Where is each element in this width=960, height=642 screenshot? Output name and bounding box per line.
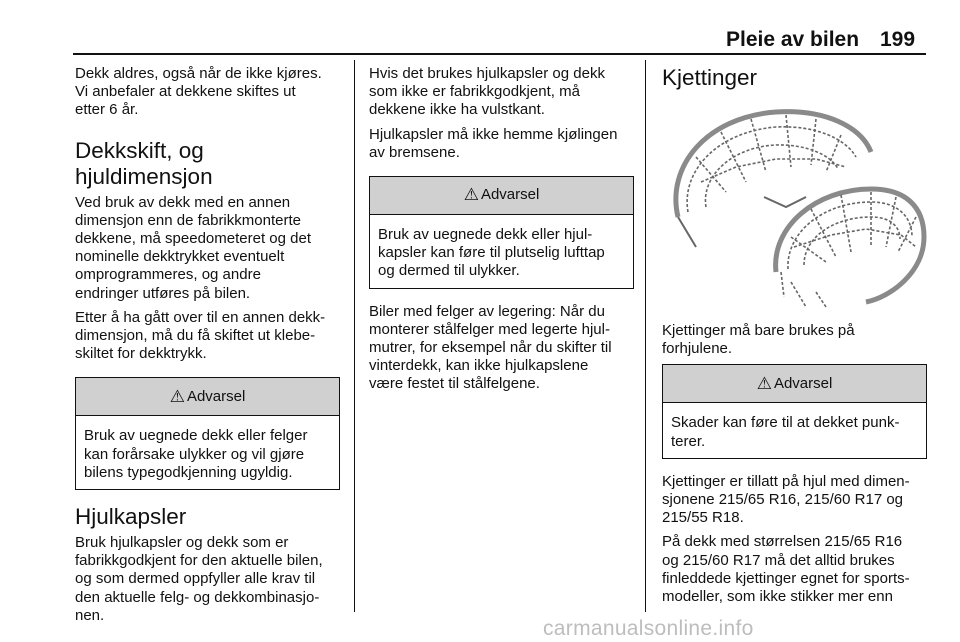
column-3	[662, 65, 927, 612]
snow-chains-illustration	[666, 97, 928, 312]
warning-text: Skader kan føre til at dekket punk- terer.	[671, 414, 900, 450]
warning-triangle-icon: ⚠	[169, 386, 185, 406]
paragraph: Biler med felger av legering: Når du monterer stålfelger med legerte hjul- mutrer, for eksempel når du skifter til vinterdekk, kan ikke hjulkapslene være festet til stålfelgene.	[369, 302, 612, 393]
header-title: Pleie av bilen	[726, 28, 860, 51]
section-heading-hubcaps: Hjulkapsler	[75, 504, 187, 530]
paragraph: Kjettinger må bare brukes på forhjulene.	[662, 322, 855, 358]
page-number: 199	[880, 28, 916, 51]
column-1	[75, 65, 340, 631]
warning-box	[662, 364, 927, 458]
paragraph: Kjettinger er tillatt på hjul med dimen- sjonene 215/65 R16, 215/60 R17 og 215/55 R18.	[662, 472, 910, 527]
paragraph: Ved bruk av dekk med en annen dimensjon enn de fabrikkmonterte dekkene, må speedometeret og det nominelle dekktrykket eventuelt omprogrammeres, og andre endringer utføres på bilen.	[75, 193, 311, 302]
header-rule	[73, 53, 926, 55]
warning-box	[369, 176, 634, 289]
watermark: carmanualsonline.info	[543, 617, 754, 640]
column-2	[369, 65, 634, 400]
paragraph: På dekk med størrelsen 215/65 R16 og 215/60 R17 må det alltid brukes finleddede kjettinger egnet for sports- modeller, som ikke stikker mer enn	[662, 533, 910, 606]
warning-title: Advarsel	[186, 387, 246, 405]
warning-box	[75, 377, 340, 490]
intro-paragraph: Dekk aldres, også når de ikke kjøres. Vi anbefaler at dekkene skiftes ut etter 6 år.	[75, 65, 322, 119]
section-heading-chains: Kjettinger	[662, 65, 758, 90]
paragraph: Hjulkapsler må ikke hemme kjølingen av bremsene.	[369, 125, 618, 161]
page-header	[0, 24, 960, 60]
column-divider	[354, 60, 355, 612]
section-heading-tire-change: Dekkskift, og hjuldimensjon	[75, 137, 213, 189]
warning-header	[76, 378, 339, 416]
column-divider	[645, 60, 646, 612]
paragraph: Etter å ha gått over til en annen dekk- dimensjon, må du få skiftet ut klebe- skiltet for dekktrykk.	[75, 308, 326, 363]
warning-title: Advarsel	[773, 374, 833, 392]
warning-triangle-icon: ⚠	[463, 185, 479, 205]
warning-header	[663, 365, 926, 403]
paragraph: Bruk hjulkapsler og dekk som er fabrikkgodkjent for den aktuelle bilen, og som dermed oppfyller alle krav til den aktuelle felg- og dekkombinasjo- nen.	[75, 534, 323, 624]
warning-text: Bruk av uegnede dekk eller hjul- kapsler kan føre til plutselig lufttap og dermed til ulykker.	[378, 226, 605, 280]
warning-triangle-icon: ⚠	[756, 373, 772, 393]
paragraph: Hvis det brukes hjulkapsler og dekk som ikke er fabrikkgodkjent, må dekkene ikke ha vulstkant.	[369, 65, 605, 119]
warning-header	[370, 177, 633, 215]
warning-title: Advarsel	[480, 186, 540, 204]
warning-text: Bruk av uegnede dekk eller felger kan forårsake ulykker og vil gjøre bilens typegodkjenning ugyldig.	[84, 427, 308, 481]
